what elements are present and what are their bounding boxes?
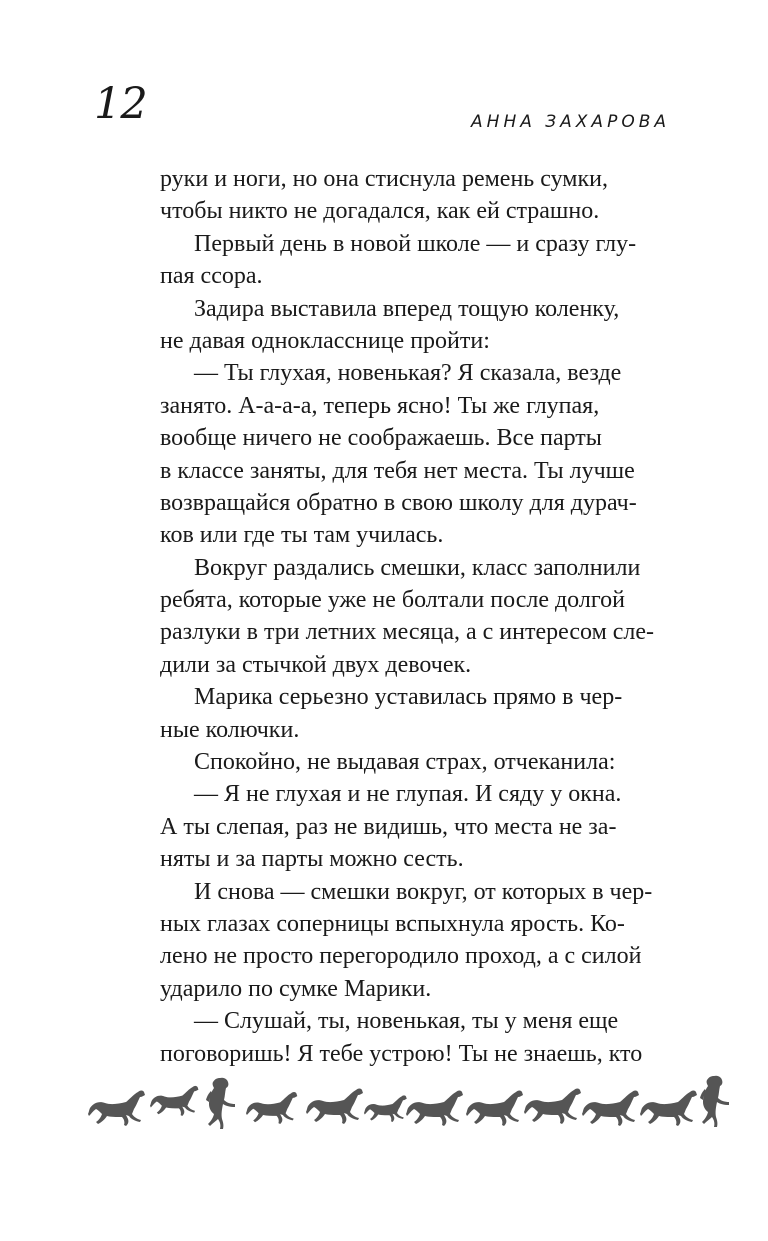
horse-silhouette-icon bbox=[150, 1086, 198, 1116]
text-line: не давая однокласснице пройти: bbox=[160, 327, 490, 354]
text-line: разлуки в три летних месяца, а с интересом сле- bbox=[160, 619, 655, 646]
text-line: И снова — смешки вокруг, от которых в чер- bbox=[194, 878, 653, 905]
horse-silhouette-icon bbox=[582, 1091, 639, 1127]
horse-silhouette-icon bbox=[88, 1091, 145, 1127]
text-line: А ты слепая, раз не видишь, что места не за- bbox=[160, 813, 617, 840]
text-line: вообще ничего не соображаешь. Все парты bbox=[160, 425, 602, 452]
text-line: Вокруг раздались смешки, класс заполнили bbox=[194, 554, 641, 581]
text-line: чтобы никто не догадался, как ей страшно. bbox=[160, 198, 600, 225]
body-text bbox=[160, 163, 668, 1070]
horse-ornament bbox=[88, 1072, 730, 1134]
horse-silhouette-icon bbox=[466, 1091, 523, 1127]
text-line: в классе заняты, для тебя нет места. Ты лучше bbox=[160, 457, 635, 484]
page-number: 12 bbox=[94, 79, 147, 129]
text-line: лено не просто перегородило проход, а с силой bbox=[160, 943, 642, 970]
text-line: ребята, которые уже не болтали после долгой bbox=[160, 587, 625, 614]
horse-silhouette-icon bbox=[306, 1089, 363, 1125]
horse-silhouette-icon bbox=[524, 1089, 581, 1125]
horse-silhouette-icon bbox=[364, 1095, 407, 1122]
horse-silhouette-icon bbox=[206, 1078, 235, 1129]
text-line: дили за стычкой двух девочек. bbox=[160, 651, 472, 678]
running-head-author: АННА ЗАХАРОВА bbox=[471, 112, 670, 132]
text-line: поговоришь! Я тебе устрою! Ты не знаешь, кто bbox=[160, 1040, 643, 1067]
horse-silhouette-icon bbox=[246, 1092, 297, 1124]
text-line: ков или где ты там училась. bbox=[160, 522, 444, 549]
horse-silhouette-icon bbox=[406, 1091, 463, 1127]
text-line: Спокойно, не выдавая страх, отчеканила: bbox=[194, 749, 616, 776]
text-line: Задира выставила вперед тощую коленку, bbox=[194, 295, 620, 322]
text-line: — Я не глухая и не глупая. И сяду у окна. bbox=[194, 781, 622, 808]
text-line: занято. А-а-а-а, теперь ясно! Ты же глупая, bbox=[160, 392, 600, 419]
horse-silhouette-icon bbox=[700, 1076, 729, 1127]
text-line: ных глазах соперницы вспыхнула ярость. Ко- bbox=[160, 910, 625, 937]
text-line: — Слушай, ты, новенькая, ты у меня еще bbox=[194, 1008, 619, 1035]
text-line: — Ты глухая, новенькая? Я сказала, везде bbox=[194, 360, 622, 387]
text-line: возвращайся обратно в свою школу для дурач- bbox=[160, 489, 637, 516]
text-line: ударило по сумке Марики. bbox=[160, 975, 432, 1002]
text-line: Первый день в новой школе — и сразу глу- bbox=[194, 230, 637, 257]
horse-silhouette-icon bbox=[640, 1091, 697, 1127]
text-line: пая ссора. bbox=[160, 263, 263, 290]
text-line: ные колючки. bbox=[160, 716, 300, 743]
text-line: руки и ноги, но она стиснула ремень сумки, bbox=[160, 166, 608, 192]
text-line: Марика серьезно уставилась прямо в чер- bbox=[194, 684, 623, 711]
text-line: няты и за парты можно сесть. bbox=[160, 846, 464, 873]
